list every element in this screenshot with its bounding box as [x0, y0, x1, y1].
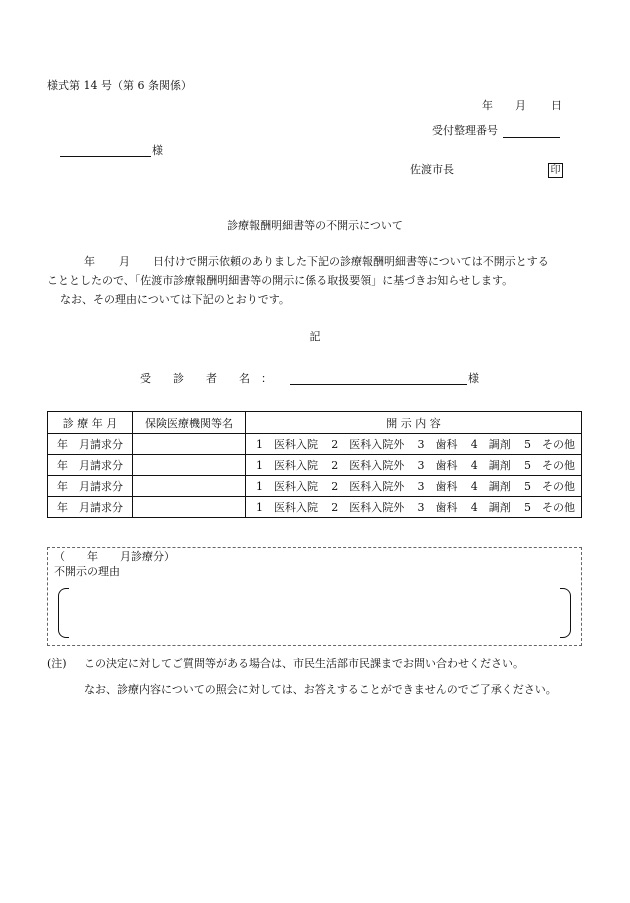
date-day: 日: [551, 99, 562, 112]
option-inpatient[interactable]: 1 医科入院: [256, 438, 318, 451]
body-line2: こととしたので、「佐渡市診療報酬明細書等の開示に係る取扱要領」に基づきお知らせします。: [47, 274, 514, 287]
row-period: 年 月請求分: [48, 455, 133, 476]
row-institution-field[interactable]: [133, 476, 246, 497]
table-row: [48, 434, 582, 455]
table-row: [48, 455, 582, 476]
patient-name-field[interactable]: [290, 384, 467, 385]
disclosure-table: [47, 411, 582, 518]
issuer-name: 佐渡市長: [410, 163, 454, 176]
option-outpatient[interactable]: 2 医科入院外: [331, 438, 405, 451]
receipt-number-field[interactable]: [503, 137, 560, 138]
body-line3: なお、その理由については下記のとおりです。: [60, 293, 290, 306]
reason-text-area[interactable]: [72, 588, 557, 636]
option-pharmacy[interactable]: 4 調剤: [470, 480, 511, 493]
option-outpatient[interactable]: 2 医科入院外: [331, 459, 405, 472]
header-content: 開 示 内 容: [246, 412, 582, 434]
header-institution: 保険医療機関等名: [133, 412, 246, 434]
option-other[interactable]: 5 その他: [524, 459, 575, 472]
reason-label: 不開示の理由: [54, 565, 120, 578]
table-row: [48, 497, 582, 518]
date-year: 年: [482, 99, 493, 112]
option-other[interactable]: 5 その他: [524, 501, 575, 514]
note-line1: この決定に対してご質問等がある場合は、市民生活部市民課までお問い合わせください。: [84, 657, 524, 670]
option-other[interactable]: 5 その他: [524, 438, 575, 451]
ki-heading: 記: [309, 330, 321, 343]
row-institution-field[interactable]: [133, 434, 246, 455]
reason-period: （ 年 月診療分）: [54, 550, 175, 563]
table-header-row: [48, 412, 582, 434]
option-pharmacy[interactable]: 4 調剤: [470, 501, 511, 514]
note-line2: なお、診療内容についての照会に対しては、お答えすることができませんのでご了承ください。: [84, 683, 557, 696]
reason-bracket-left: [58, 588, 69, 638]
row-institution-field[interactable]: [133, 497, 246, 518]
reason-box: [47, 547, 582, 646]
seal-box: 印: [548, 163, 563, 178]
option-dental[interactable]: 3 歯科: [417, 438, 458, 451]
option-dental[interactable]: 3 歯科: [417, 501, 458, 514]
option-inpatient[interactable]: 1 医科入院: [256, 501, 318, 514]
option-dental[interactable]: 3 歯科: [417, 459, 458, 472]
body-year: 年: [84, 255, 95, 268]
option-other[interactable]: 5 その他: [524, 480, 575, 493]
option-inpatient[interactable]: 1 医科入院: [256, 459, 318, 472]
option-pharmacy[interactable]: 4 調剤: [470, 459, 511, 472]
date-month: 月: [515, 99, 526, 112]
table-row: [48, 476, 582, 497]
recipient-suffix: 様: [152, 144, 163, 157]
patient-label: 受 診 者 名 ：: [140, 372, 272, 385]
option-dental[interactable]: 3 歯科: [417, 480, 458, 493]
body-line1: 日付けで開示依頼のありました下記の診療報酬明細書等については不開示とする: [153, 255, 549, 268]
note-mark: (注): [47, 657, 67, 670]
row-institution-field[interactable]: [133, 455, 246, 476]
option-inpatient[interactable]: 1 医科入院: [256, 480, 318, 493]
option-outpatient[interactable]: 2 医科入院外: [331, 501, 405, 514]
row-period: 年 月請求分: [48, 476, 133, 497]
row-period: 年 月請求分: [48, 434, 133, 455]
reason-bracket-right: [560, 588, 571, 638]
header-period: 診 療 年 月: [48, 412, 133, 434]
row-period: 年 月請求分: [48, 497, 133, 518]
option-outpatient[interactable]: 2 医科入院外: [331, 480, 405, 493]
receipt-number-label: 受付整理番号: [432, 124, 498, 137]
document-title: 診療報酬明細書等の不開示について: [227, 219, 403, 232]
body-month: 月: [119, 255, 130, 268]
option-pharmacy[interactable]: 4 調剤: [470, 438, 511, 451]
recipient-name-field[interactable]: [60, 156, 151, 157]
form-number: 様式第 14 号（第 6 条関係）: [47, 79, 192, 92]
patient-suffix: 様: [468, 372, 479, 385]
